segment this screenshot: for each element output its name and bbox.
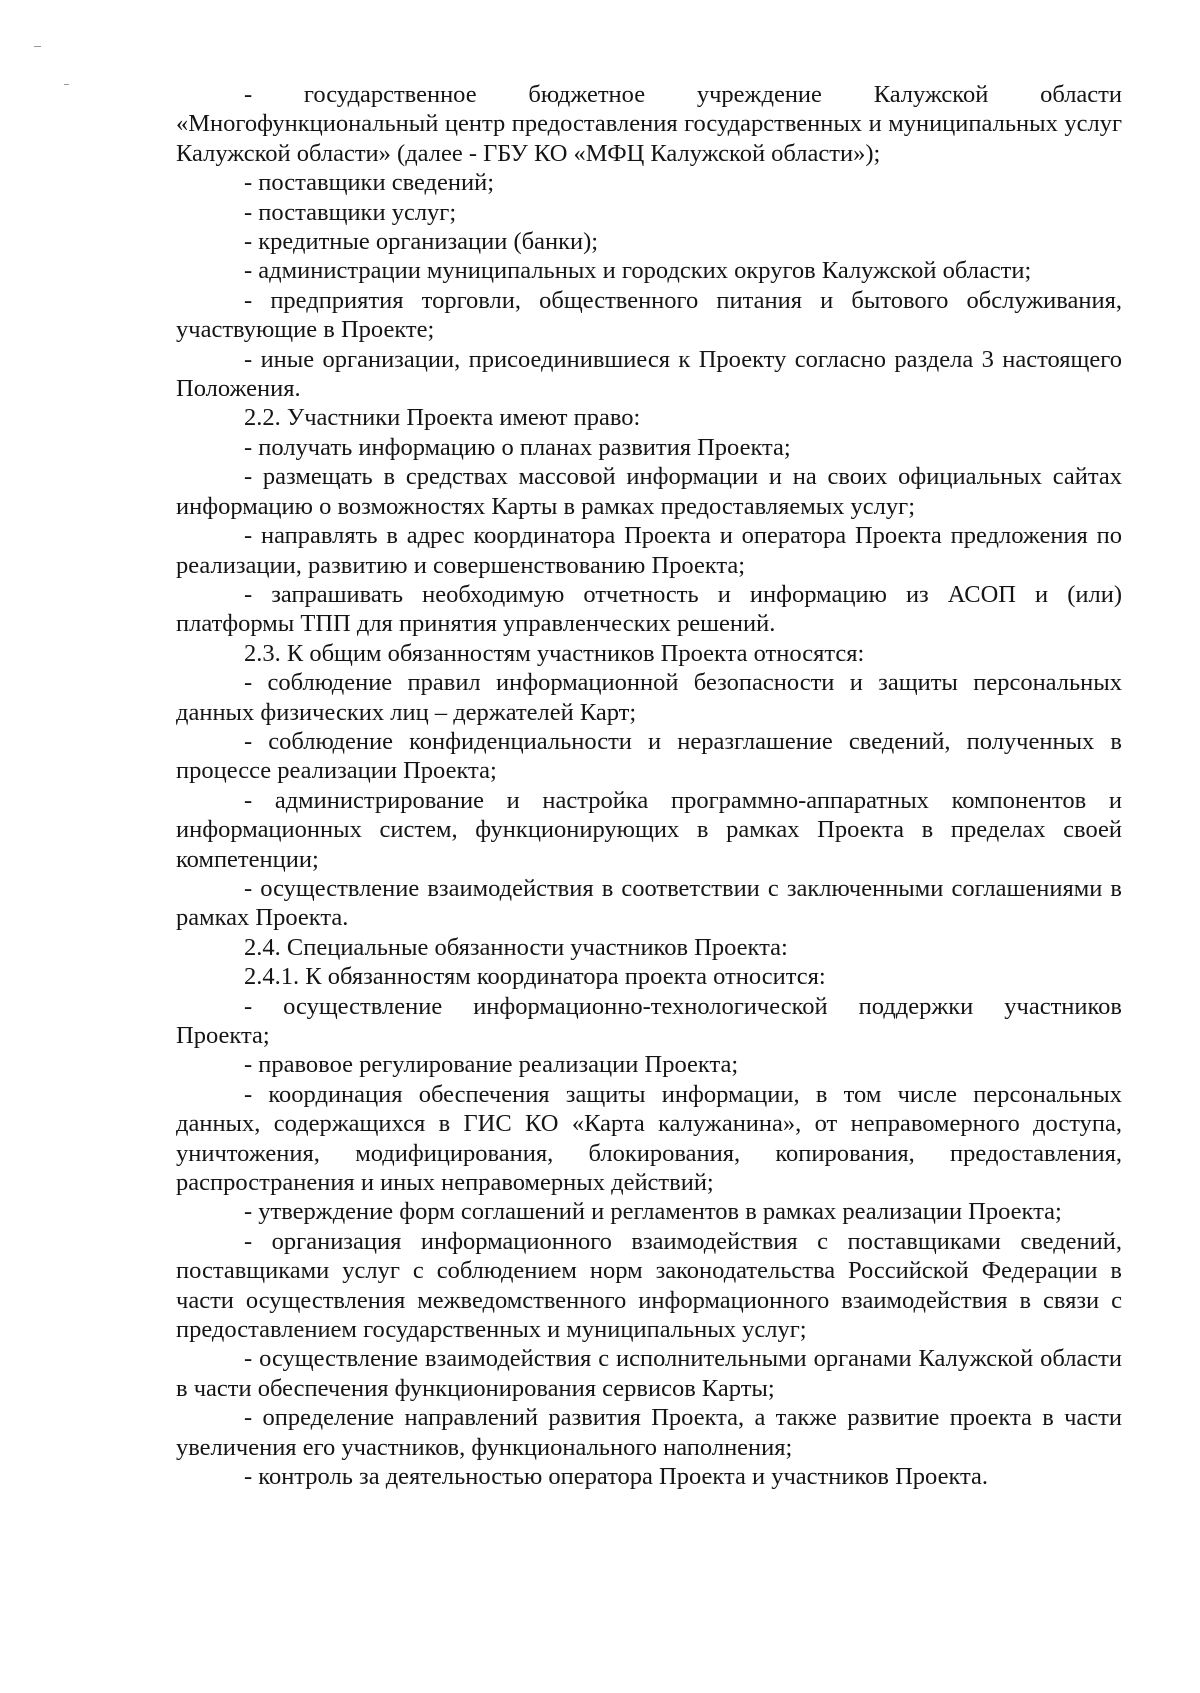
list-item-other-organizations: - иные организации, присоединившиеся к Проекту согласно раздела 3 настоящего Положения. [176,345,1122,403]
list-item-duty-security: - соблюдение правил информационной безопасности и защиты персональных данных физических лиц – держателей Карт; [176,669,1122,726]
section-heading-2-2: 2.2. Участники Проекта имеют право: [244,404,641,432]
list-item-coord-support: - осуществление информационно-технологической поддержки участников Проекта; [176,992,1122,1049]
list-item-banks: - кредитные организации (банки); [244,228,599,256]
section-heading-2-4-1: 2.4.1. К обязанностям координатора проекта относится: [244,963,826,991]
document-body [176,80,1122,1492]
list-item-duty-interaction: - осуществление взаимодействия в соответствии с заключенными соглашениями в рамках Проекта. [176,874,1122,932]
list-item-coord-executive-bodies: - осуществление взаимодействия с исполнительными органами Калужской области в части обеспечения функционирования сервисов Карты; [176,1345,1122,1402]
section-heading-2-4: 2.4. Специальные обязанности участников Проекта: [244,933,788,961]
list-item-right-media: - размещать в средствах массовой информации и на своих официальных сайтах информацию о возможностях Карты в рамках предоставляемых услуг; [176,463,1122,520]
list-item-trade-enterprises: - предприятия торговли, общественного питания и бытового обслуживания, участвующие в Проекте; [176,286,1122,344]
list-item-coord-regulation: - правовое регулирование реализации Проекта; [244,1051,739,1079]
scan-artifact-mark [34,46,41,47]
section-heading-2-3: 2.3. К общим обязанностям участников Проекта относятся: [244,639,865,667]
list-item-gbu-mfc: - государственное бюджетное учреждение Калужской области «Многофункциональный центр предоставления государственных и муниципальных услуг Калужской области» (далее - ГБУ КО «МФЦ Калужской области»); [176,81,1122,167]
list-item-right-proposals: - направлять в адрес координатора Проекта и оператора Проекта предложения по реализации, развитию и совершенствованию Проекта; [176,522,1122,579]
list-item-duty-administration: - администрирование и настройка программно-аппаратных компонентов и информационных систем, функционирующих в рамках Проекта в пределах своей компетенции; [176,786,1122,873]
list-item-right-reports: - запрашивать необходимую отчетность и информацию из АСОП и (или) платформы ТПП для принятия управленческих решений. [176,580,1122,638]
list-item-right-info: - получать информацию о планах развития Проекта; [244,433,791,461]
list-item-coord-development: - определение направлений развития Проекта, а также развитие проекта в части увеличения его участников, функционального наполнения; [176,1404,1122,1461]
list-item-administrations: - администрации муниципальных и городских округов Калужской области; [244,257,1032,285]
list-item-coord-info-exchange: - организация информационного взаимодействия с поставщиками сведений, поставщиками услуг с соблюдением норм законодательства Российской Федерации в части осуществления межведомственного информационного взаимодействия в связи с предоставлением государственных и муниципальных услуг; [176,1227,1122,1344]
list-item-info-suppliers: - поставщики сведений; [244,169,495,197]
list-item-coord-data-protection: - координация обеспечения защиты информации, в том числе персональных данных, содержащихся в ГИС КО «Карта калужанина», от неправомерного доступа, уничтожения, модифицирования, блокирования, копирования, предоставления, распространения и иных неправомерных действий; [176,1080,1122,1197]
list-item-service-suppliers: - поставщики услуг; [244,198,457,226]
list-item-coord-forms: - утверждение форм соглашений и регламентов в рамках реализации Проекта; [244,1198,1062,1226]
list-item-coord-control: - контроль за деятельностью оператора Проекта и участников Проекта. [244,1463,989,1491]
list-item-duty-confidentiality: - соблюдение конфиденциальности и неразглашение сведений, полученных в процессе реализации Проекта; [176,727,1122,785]
scan-artifact-mark [64,84,69,85]
